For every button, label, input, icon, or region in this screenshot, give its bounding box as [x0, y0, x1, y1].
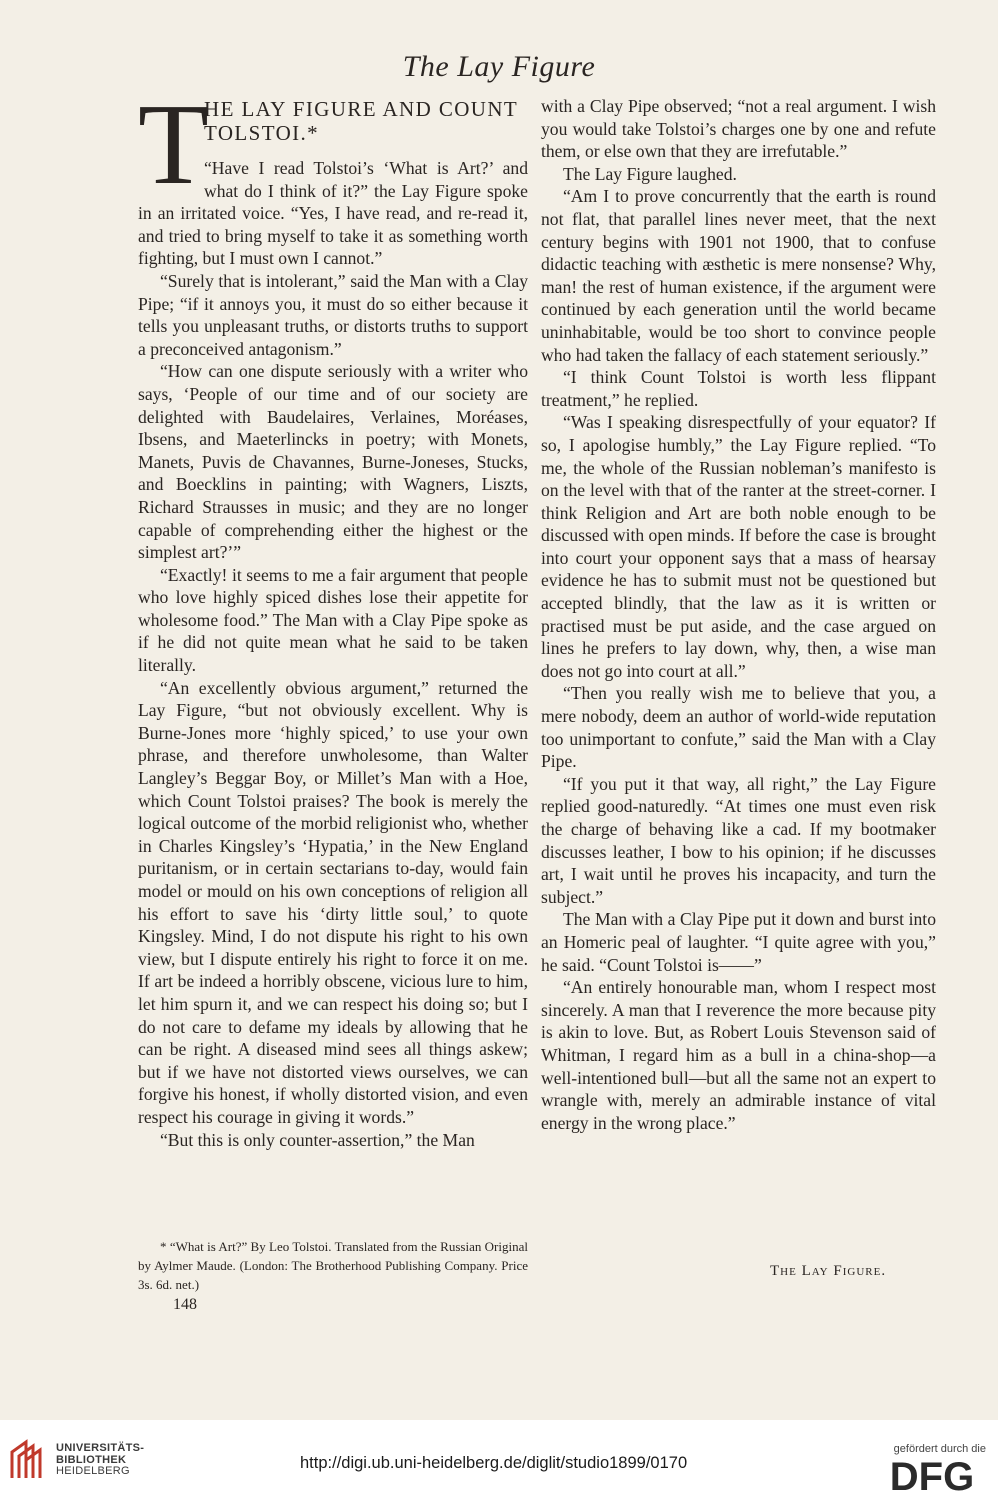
signature: The Lay Figure. [770, 1263, 887, 1279]
footnote-text: * “What is Art?” By Leo Tolstoi. Translated from the Russian Original by Aylmer Maude. (London: The Brotherhood Publishing Company. Price 3s. 6d. net.) [138, 1239, 528, 1292]
article-title-block [138, 81, 528, 211]
body-paragraph: “An excellently obvious argument,” returned the Lay Figure, “but not obviously excellent. Why is Burne-Jones more ‘highly spiced,’ to use your own phrase, and therefore unwholesome, than Walter Langley’s Beggar Boy, or Millet’s Man with a Hoe, which Count Tolstoi praises? The book is merely the logical outcome of the morbid religionist who, whether in Charles Kingsley’s ‘Hypatia,’ in the New England puritanism, or in certain sectarians to-day, would fain model or mould on his own conceptions of religion all his effort to save his ‘dirty little soul,’ to quote Kingsley. Mind, I do not dispute his right to his own view, but I dispute entirely his right to force it on me. If art be indeed a horribly obscene, vicious lure to him, let him spurn it, and we can respect his doing so; but I do not care to defame my ideals by allowing that he can be right. A diseased mind sees all things askew; but if we have not distorted views ourselves, we can forgive his honest, if wholly distorted vision, and even respect his courage in giving it words.” [138, 677, 528, 1127]
library-name: UNIVERSITÄTS- BIBLIOTHEK HEIDELBERG [56, 1442, 145, 1477]
svg-text:DFG: DFG [889, 1458, 975, 1494]
right-column [541, 95, 936, 1134]
body-paragraph: “Then you really wish me to believe that you, a mere nobody, deem an author of world-wide reputation too unimportant to confute,” said the Man with a Clay Pipe. [541, 683, 936, 772]
body-paragraph: “Was I speaking disrespectfully of your equator? If so, I apologise humbly,” the Lay Figure replied. “To me, the whole of the Russian nobleman’s manifesto is on the level with that of the ranter at the street-corner. I think Religion and Art are both noble enough to be discussed with open minds. If before the case is brought into court your opponent says that a mass of hearsay evidence he has to submit must not be questioned but accepted blindly, that the law as it is written or practised must be put aside, and the case argued on lines he prefers to lay down, why, then, a wise man does not go into court at all.” [541, 412, 936, 681]
body-paragraph: “How can one dispute seriously with a writer who says, ‘People of our time and of our society are delighted with Baudelaires, Verlaines, Moréases, Ibsens, and Maeterlincks in poetry; with Monets, Manets, Puvis de Chavannes, Burne-Joneses, Stucks, and Boecklins in painting; with Wagners, Liszts, Richard Strausses in music; and they are no longer capable of comprehending either the highest or the simplest art?’” [138, 361, 528, 563]
body-paragraph: “But this is only counter-assertion,” the Man [160, 1129, 475, 1150]
body-paragraph: “Surely that is intolerant,” said the Man with a Clay Pipe; “if it annoys you, it must do so either because it tells you unpleasant truths, or distorts truths to support a preconceived antagonism.” [138, 270, 528, 359]
funded-by-label: gefördert durch die [893, 1443, 986, 1455]
opening-paragraph: “Have I read Tolstoi’s ‘What is Art?’ and what do I think of it?” the Lay Figure spoke in an irritated voice. “Yes, I have read, and re-read it, and tried to bring myself to take it as something worth fighting, but I must own I cannot.” [138, 158, 528, 269]
digitization-footer [0, 1420, 998, 1503]
body-paragraph: “Am I to prove concurrently that the earth is round not flat, that parallel lines never meet, that the next century begins with 1901 not 1900, that to confuse didactic teaching with æsthetic is mere nonsense? Why, man! the rest of human existence, if the argument were continued by each generation until the world became uninhabitable, would be too short to convince people who had taken the fallacy of each statement seriously.” [541, 186, 936, 365]
body-paragraph: The Man with a Clay Pipe put it down and burst into an Homeric peal of laughter. “I quite agree with you,” he said. “Count Tolstoi is——” [541, 909, 936, 975]
drop-cap: T [138, 81, 209, 209]
left-column [138, 81, 528, 1151]
page-number: 148 [173, 1296, 197, 1313]
footnote [138, 1237, 528, 1294]
university-library-logo-icon [8, 1438, 52, 1482]
body-paragraph: “I think Count Tolstoi is worth less flippant treatment,” he replied. [541, 367, 936, 410]
continued-paragraph: with a Clay Pipe observed; “not a real argument. I wish you would take Tolstoi’s charges one by one and refute them, or else own that they are irrefutable.” [541, 96, 936, 162]
body-paragraph: “Exactly! it seems to me a fair argument that people who love highly spiced dishes lose their appetite for wholesome food.” The Man with a Clay Pipe spoke as if he did not quite mean what he said to be taken literally. [138, 564, 528, 676]
body-paragraph: The Lay Figure laughed. [563, 163, 737, 184]
body-paragraph: “If you put it that way, all right,” the Lay Figure replied good-naturedly. “At times one must even risk the charge of behaving like a cad. If my bootmaker discusses leather, I bow to his opinion; if he discusses art, I wait until he proves his incapacity, and turn the subject.” [541, 773, 936, 907]
dfg-logo-icon [880, 1458, 984, 1494]
article-title: HE LAY FIGURE AND COUNT TOLSTOI.* [204, 97, 518, 145]
body-paragraph: “An entirely honourable man, whom I respect most sincerely. A man that I reverence the more because pity is akin to love. But, as Robert Louis Stevenson said of Whitman, I regard him as a bull in a china-shop—a well-intentioned bull—but all the same not an expert to wrangle with, merely an admirable instance of vital energy in the wrong place.” [541, 977, 936, 1133]
source-link[interactable]: http://digi.ub.uni-heidelberg.de/diglit/studio1899/0170 [300, 1454, 688, 1472]
running-head: The Lay Figure [402, 50, 596, 83]
